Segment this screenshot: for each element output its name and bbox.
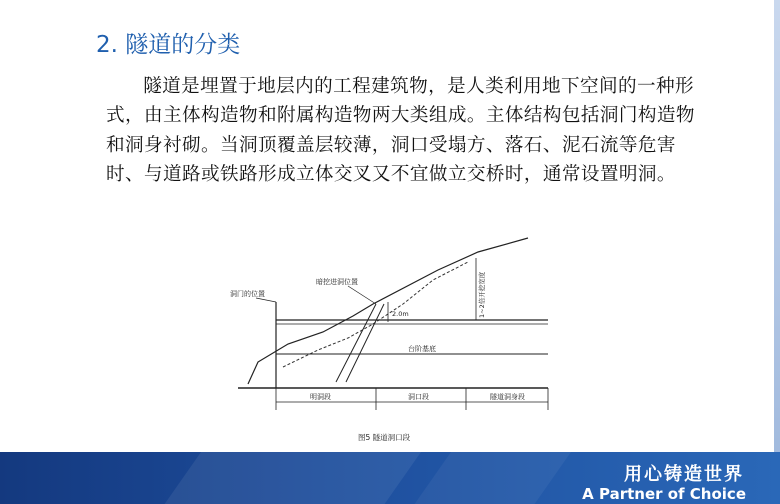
label-tunnel-body-section: 隧道洞身段 <box>490 393 525 401</box>
excavation-pointer-line <box>348 286 376 304</box>
label-bench-bottom: 台阶基底 <box>408 345 436 353</box>
original-slope-dashed <box>283 262 468 367</box>
right-edge-decoration <box>774 0 780 504</box>
footer-banner <box>0 452 780 504</box>
excavation-slope-line-1 <box>336 304 376 382</box>
footer-stripe <box>145 452 435 504</box>
label-portal-section: 洞口段 <box>408 393 429 401</box>
label-portal-position: 洞门的位置 <box>230 290 265 298</box>
portal-pointer-line <box>256 298 276 302</box>
label-excavation-position: 暗挖进洞位置 <box>316 278 358 286</box>
label-cover-2m: 2.0m <box>392 310 409 318</box>
excavation-slope-line-2 <box>346 304 384 382</box>
footer-slogan-en: A Partner of Choice <box>582 485 746 503</box>
footer-stripe <box>395 452 585 504</box>
section-heading: 2. 隧道的分类 <box>96 32 241 58</box>
body-paragraph: 隧道是埋置于地层内的工程建筑物，是人类利用地下空间的一种形式，由主体构造物和附属构造物两大类组成。主体结构包括洞门构造物和洞身衬砌。当洞顶覆盖层较薄，洞口受塌方、落石、泥石流等危害时、与道路或铁路形成立体交叉又不宜做立交桥时，通常设置明洞。 <box>106 76 695 186</box>
figure-caption: 图5 隧道洞口段 <box>358 433 411 442</box>
footer-slogan-cn: 用心铸造世界 <box>624 464 744 485</box>
label-open-cut-section: 明洞段 <box>310 393 331 401</box>
diagram-svg <box>228 232 558 452</box>
tunnel-portal-diagram <box>228 232 558 452</box>
label-open-excavation-height: 1~2倍开挖宽度 <box>478 271 486 318</box>
